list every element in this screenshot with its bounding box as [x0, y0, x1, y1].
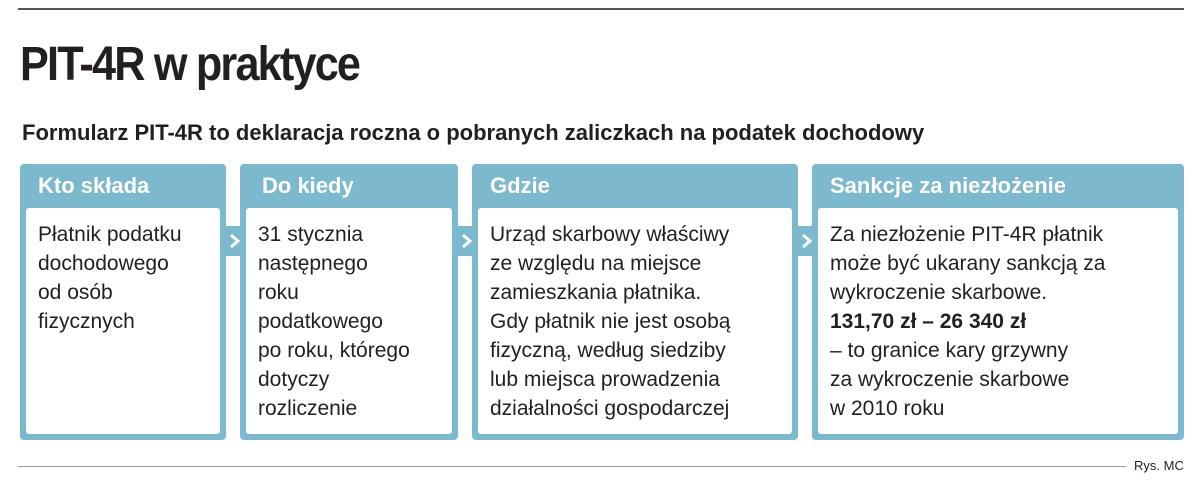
panel-do-kiedy [240, 164, 458, 440]
panel-header: Gdzie [490, 173, 550, 198]
panel-line: po roku, którego [258, 339, 410, 362]
panel-body [246, 208, 452, 434]
panel-line: za wykroczenie skarbowe [830, 368, 1070, 391]
bottom-rule [18, 466, 1126, 467]
credit: Rys. MC [1134, 458, 1184, 473]
panel-line: 31 stycznia [258, 223, 364, 246]
panel-line: następnego [258, 252, 368, 275]
panel-body [478, 208, 792, 434]
panel-line: może być ukarany sankcją za [830, 252, 1106, 275]
panel-line: rozliczenie [258, 397, 358, 420]
panel-line: wykroczenie skarbowe. [830, 281, 1048, 304]
panel-header: Sankcje za niezłożenie [830, 173, 1066, 198]
panel-header: Kto składa [38, 173, 150, 198]
top-rule [18, 8, 1184, 10]
panel-line: Płatnik podatku [38, 223, 182, 246]
panel-sankcje [812, 164, 1184, 440]
panel-line: działalności gospodarczej [490, 397, 730, 420]
panel-line: ze względu na miejsce [490, 252, 702, 275]
panel-line: w 2010 roku [830, 397, 945, 420]
panel-line: fizycznych [38, 310, 135, 333]
panel-body [26, 208, 220, 434]
fine-range: 131,70 zł – 26 340 zł [830, 310, 1027, 333]
panel-line: fizyczną, według siedziby [490, 339, 726, 362]
panel-line: dochodowego [38, 252, 169, 275]
panel-line: zamieszkania płatnika. [490, 281, 702, 304]
panel-line: – to granice kary grzywny [830, 339, 1069, 362]
panel-kto-sklada [20, 164, 226, 440]
panel-body [818, 208, 1178, 434]
panel-line: Urząd skarbowy właściwy [490, 223, 730, 246]
panel-line: dotyczy [258, 368, 330, 391]
panel-gdzie [472, 164, 798, 440]
panel-header: Do kiedy [262, 173, 354, 198]
panel-line: Gdy płatnik nie jest osobą [490, 310, 731, 333]
panel-line: Za niezłożenie PIT-4R płatnik [830, 223, 1104, 246]
page-title: PIT-4R w praktyce [20, 38, 360, 91]
subtitle: Formularz PIT-4R to deklaracja roczna o pobranych zaliczkach na podatek dochodowy [22, 120, 925, 145]
panel-line: roku [258, 281, 299, 304]
panel-line: lub miejsca prowadzenia [490, 368, 720, 391]
panel-line: podatkowego [258, 310, 383, 333]
panel-line: od osób [38, 281, 113, 304]
